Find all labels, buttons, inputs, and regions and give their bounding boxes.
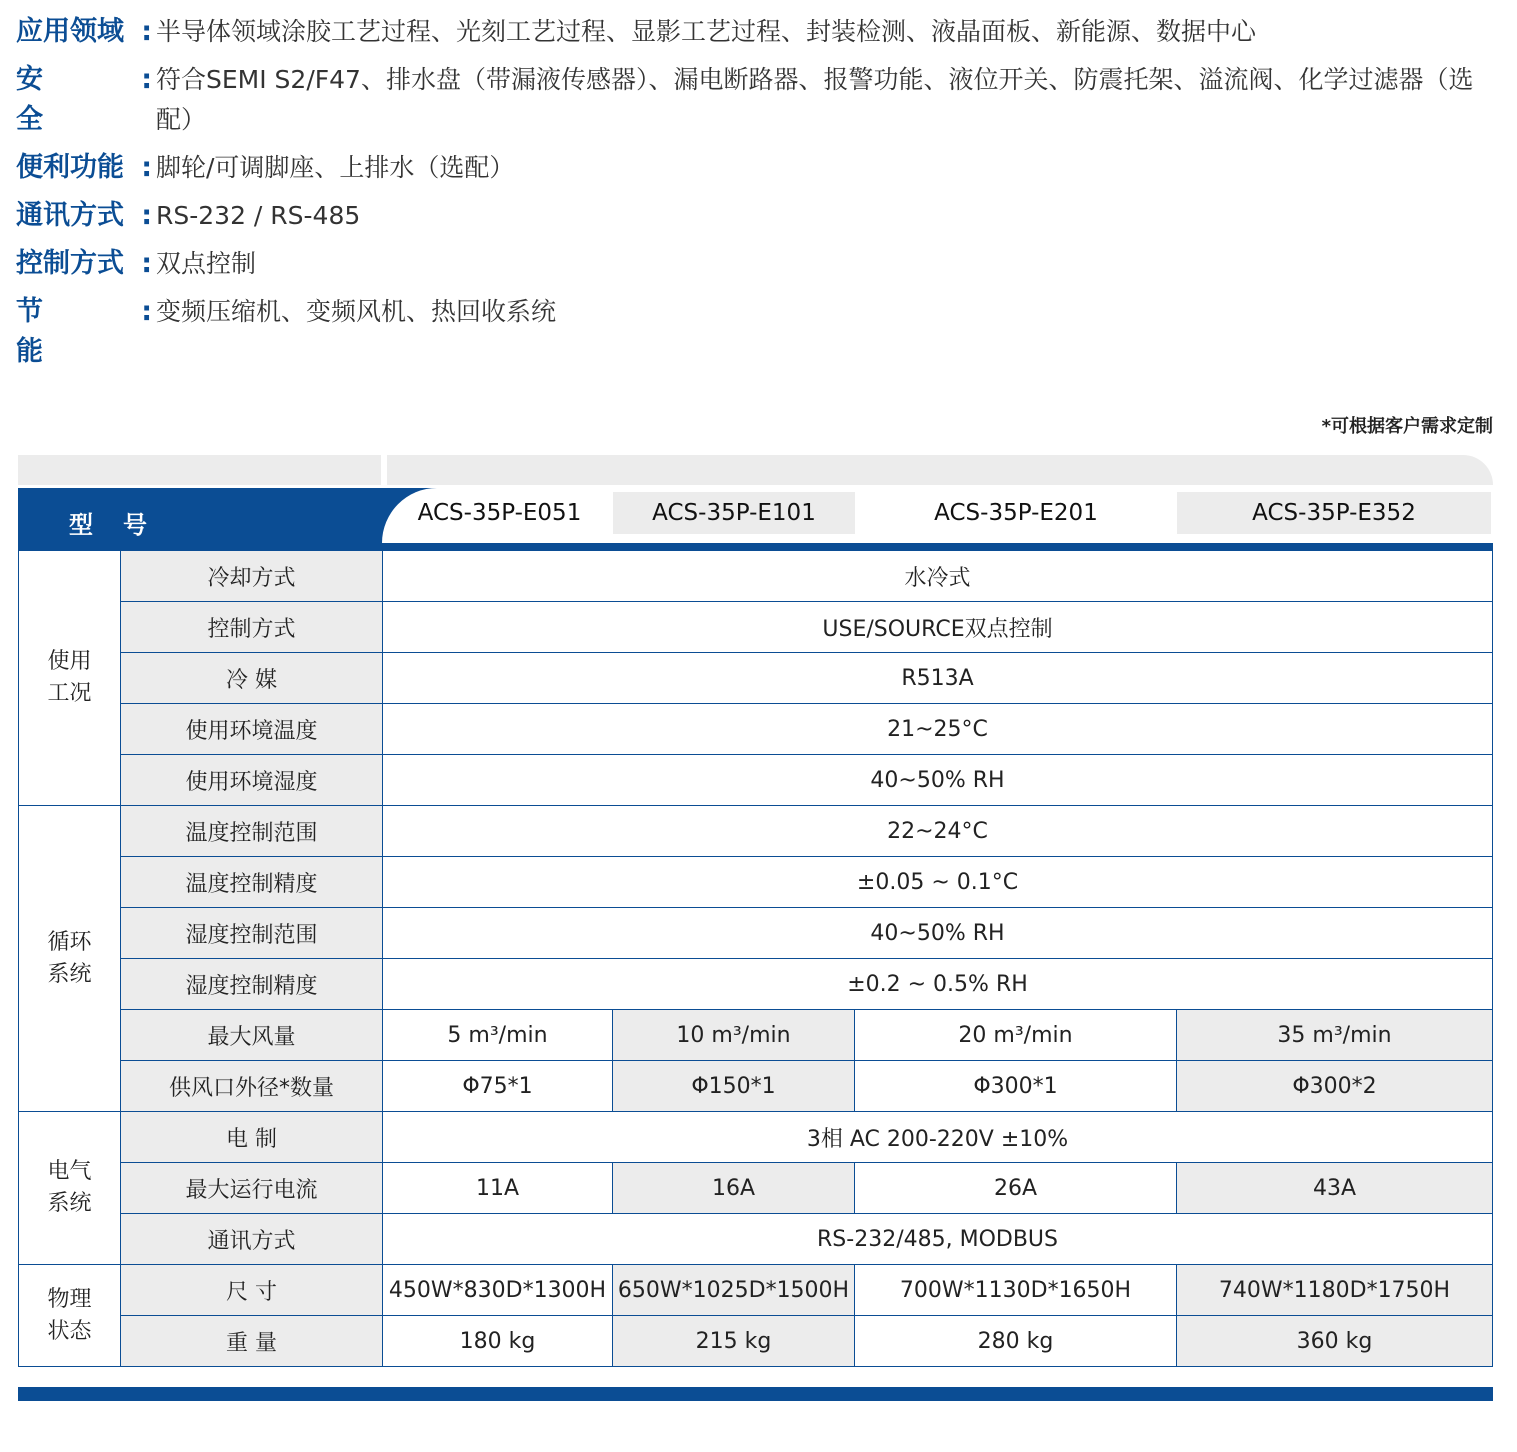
feature-label: 控制方式 [16, 248, 124, 279]
row-value: 215 kg [613, 1316, 855, 1367]
row-value: 10 m³/min [613, 1010, 855, 1061]
feature-energy: 节能 : 变频压缩机、变频风机、热回收系统 [16, 292, 1506, 372]
row-value: 5 m³/min [383, 1010, 613, 1061]
row-value: Φ300*1 [855, 1061, 1177, 1112]
row-label: 冷 媒 [121, 653, 383, 704]
row-label: 通讯方式 [121, 1214, 383, 1265]
category-label: 电气系统 [18, 1112, 121, 1265]
model-header-label: 型号 [69, 511, 177, 539]
row-value: Φ300*2 [1177, 1061, 1493, 1112]
row-label: 控制方式 [121, 602, 383, 653]
row-value: USE/SOURCE双点控制 [383, 602, 1493, 653]
feature-label: 便利功能 [16, 152, 124, 183]
row-value: 3相 AC 200-220V ±10% [383, 1112, 1493, 1163]
row-value: 26A [855, 1163, 1177, 1214]
row-label: 尺 寸 [121, 1265, 383, 1316]
model-name: ACS-35P-E101 [613, 492, 855, 534]
feature-value: 符合SEMI S2/F47、排水盘（带漏液传感器）、漏电断路器、报警功能、液位开关、防震托架、溢流阀、化学过滤器（选配） [156, 65, 1474, 134]
row-value: R513A [383, 653, 1493, 704]
row-label: 最大风量 [121, 1010, 383, 1061]
feature-value: 脚轮/可调脚座、上排水（选配） [156, 153, 515, 182]
row-label: 冷却方式 [121, 551, 383, 602]
row-value: 40~50% RH [383, 908, 1493, 959]
row-value: 360 kg [1177, 1316, 1493, 1367]
row-value: 650W*1025D*1500H [613, 1265, 855, 1316]
row-label: 使用环境湿度 [121, 755, 383, 806]
row-value: Φ150*1 [613, 1061, 855, 1112]
category-label: 使用工况 [18, 551, 121, 806]
row-value: ±0.2 ~ 0.5% RH [383, 959, 1493, 1010]
row-value: 20 m³/min [855, 1010, 1177, 1061]
model-name: ACS-35P-E352 [1177, 492, 1491, 534]
feature-value: 变频压缩机、变频风机、热回收系统 [156, 297, 557, 326]
row-value: 16A [613, 1163, 855, 1214]
row-label: 最大运行电流 [121, 1163, 383, 1214]
feature-safety: 安全 : 符合SEMI S2/F47、排水盘（带漏液传感器）、漏电断路器、报警功能、液位开关、防震托架、溢流阀、化学过滤器（选配） [16, 60, 1506, 140]
row-value: 40~50% RH [383, 755, 1493, 806]
feature-label: 通讯方式 [16, 200, 124, 231]
model-name: ACS-35P-E051 [417, 500, 582, 526]
row-value: 35 m³/min [1177, 1010, 1493, 1061]
row-value: 740W*1180D*1750H [1177, 1265, 1493, 1316]
row-label: 湿度控制精度 [121, 959, 383, 1010]
feature-label: 安全 [16, 64, 87, 135]
row-label: 重 量 [121, 1316, 383, 1367]
row-label: 湿度控制范围 [121, 908, 383, 959]
customization-note: *可根据客户需求定制 [1321, 416, 1493, 437]
feature-control: 控制方式 : 双点控制 [16, 244, 1506, 284]
feature-value: RS-232 / RS-485 [156, 201, 361, 230]
category-label: 循环系统 [18, 806, 121, 1112]
feature-application: 应用领域 : 半导体领域涂胶工艺过程、光刻工艺过程、显影工艺过程、封装检测、液晶面板、新能源、数据中心 [16, 12, 1506, 52]
feature-label: 应用领域 [16, 16, 124, 47]
feature-list [16, 12, 1506, 380]
row-value: 11A [383, 1163, 613, 1214]
row-value: 43A [1177, 1163, 1493, 1214]
model-name: ACS-35P-E201 [934, 500, 1098, 526]
row-label: 温度控制范围 [121, 806, 383, 857]
row-value: 450W*830D*1300H [383, 1265, 613, 1316]
feature-value: 半导体领域涂胶工艺过程、光刻工艺过程、显影工艺过程、封装检测、液晶面板、新能源、数据中心 [156, 17, 1257, 46]
row-label: 温度控制精度 [121, 857, 383, 908]
row-value: 21~25°C [383, 704, 1493, 755]
row-label: 使用环境温度 [121, 704, 383, 755]
feature-label: 节能 [16, 296, 87, 367]
feature-value: 双点控制 [156, 249, 257, 278]
row-label: 供风口外径*数量 [121, 1061, 383, 1112]
row-value: ±0.05 ~ 0.1°C [383, 857, 1493, 908]
feature-convenience: 便利功能 : 脚轮/可调脚座、上排水（选配） [16, 148, 1506, 188]
row-value: Φ75*1 [383, 1061, 613, 1112]
table-top-bar-right [387, 455, 1493, 485]
row-value: RS-232/485, MODBUS [383, 1214, 1493, 1265]
row-value: 22~24°C [383, 806, 1493, 857]
row-value: 180 kg [383, 1316, 613, 1367]
row-value: 水冷式 [383, 551, 1493, 602]
feature-communication: 通讯方式 : RS-232 / RS-485 [16, 196, 1506, 236]
table-top-bar-left [18, 455, 381, 485]
row-label: 电 制 [121, 1112, 383, 1163]
row-value: 700W*1130D*1650H [855, 1265, 1177, 1316]
bottom-rule [18, 1387, 1493, 1401]
category-label: 物理状态 [18, 1265, 121, 1367]
row-value: 280 kg [855, 1316, 1177, 1367]
